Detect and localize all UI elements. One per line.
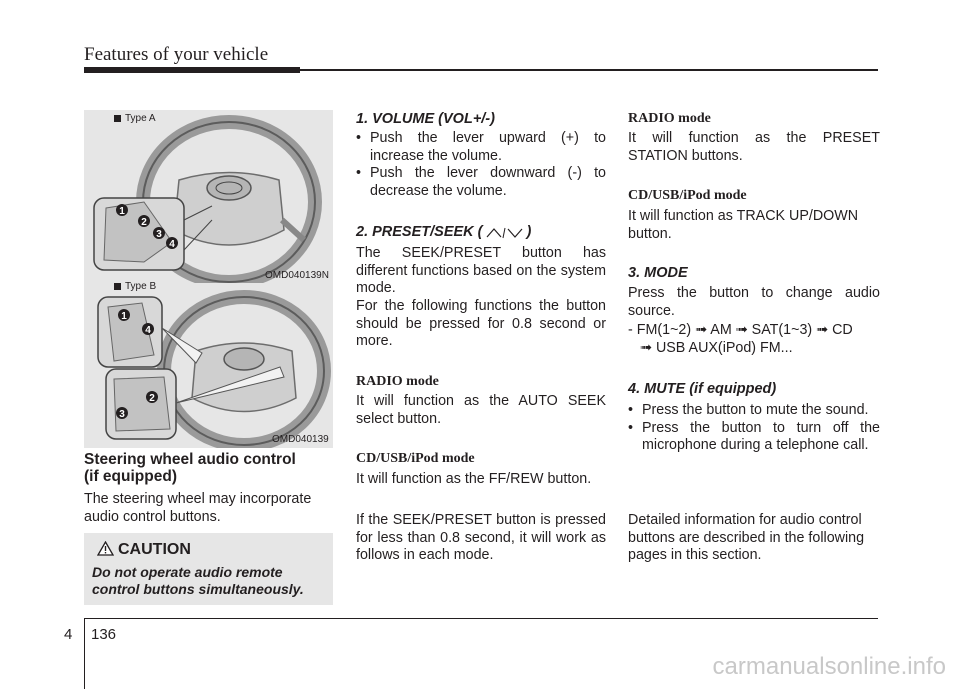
callout-b-1: 1 <box>121 311 127 322</box>
page-number: 136 <box>91 626 117 643</box>
mute-bullets <box>628 402 880 455</box>
radio-mode-heading-2: RADIO mode <box>628 111 711 126</box>
callout-a-3: 3 <box>156 229 162 240</box>
caution-title: CAUTION <box>118 541 191 558</box>
preset-heading <box>356 224 606 241</box>
watermark: carmanualsonline.info <box>712 653 946 680</box>
volume-bullet-2: Push the lever downward (-) to decrease the volume. <box>370 165 606 199</box>
mute-bullet-1: Press the button to mute the sound. <box>642 402 869 418</box>
volume-bullets <box>356 130 606 200</box>
volume-bullet-1: Push the lever upward (+) to increase the volume. <box>370 130 606 164</box>
header-bar <box>84 67 300 73</box>
radio-mode-heading: RADIO mode <box>356 374 439 389</box>
preset-paragraph-1: The SEEK/PRESET button has different functions based on the system mode. <box>356 245 606 296</box>
preset-paragraph-2: For the following functions the button should be pressed for 0.8 second or more. <box>356 298 606 349</box>
figure-code-b: OMD040139 <box>272 434 329 445</box>
steering-wheel-type-b-illustration <box>84 283 333 448</box>
mode-text: Press the button to change audio source. <box>628 285 880 319</box>
section-heading <box>84 451 334 485</box>
figure-type-a <box>84 110 333 283</box>
page-header-title: Features of your vehicle <box>84 44 269 65</box>
mode-sequence <box>628 322 880 357</box>
footer-rule <box>84 618 878 619</box>
type-b-text: Type B <box>125 281 157 292</box>
cd-mode-heading: CD/USB/iPod mode <box>356 451 475 466</box>
mode-sequence-line2: ➟ USB AUX(iPod) FM... <box>640 339 793 356</box>
cd-mode-text: It will function as the FF/REW button. <box>356 471 592 487</box>
header-rule <box>300 69 878 71</box>
callout-b-2: 2 <box>149 393 155 404</box>
callout-a-2: 2 <box>141 217 147 228</box>
preset-heading-prefix: 2. PRESET/SEEK ( <box>356 224 483 240</box>
type-b-label <box>114 281 156 292</box>
radio-mode-text-2: It will function as the PRESET STATION buttons. <box>628 130 880 164</box>
cd-mode-text-2: It will function as TRACK UP/DOWN button. <box>628 208 859 242</box>
mute-bullet-2: Press the button to turn off the microphone during a telephone call. <box>642 419 880 453</box>
callout-a-4: 4 <box>169 239 175 250</box>
list-item: • Press the button to turn off the microphone during a telephone call. <box>628 419 880 453</box>
mode-heading: 3. MODE <box>628 265 688 281</box>
cd-mode-heading-2: CD/USB/iPod mode <box>628 188 747 203</box>
list-item: • Press the button to mute the sound. <box>628 402 869 418</box>
callout-a-1: 1 <box>119 206 125 217</box>
list-item: • Push the lever downward (-) to decrease the volume. <box>356 165 606 199</box>
caution-text: Do not operate audio remote control buttons simultaneously. <box>92 564 304 597</box>
steering-wheel-type-a-illustration <box>84 110 333 283</box>
mode-sequence-line1: - FM(1~2) ➟ AM ➟ SAT(1~3) ➟ CD <box>628 322 853 338</box>
volume-heading: 1. VOLUME (VOL+/-) <box>356 111 495 127</box>
chapter-number: 4 <box>64 626 73 643</box>
warning-triangle-icon <box>97 541 114 556</box>
radio-mode-text: It will function as the AUTO SEEK select button. <box>356 393 606 427</box>
callout-b-3: 3 <box>119 409 125 420</box>
section-heading-line1: Steering wheel audio control <box>84 451 296 468</box>
callout-b-4: 4 <box>145 325 151 336</box>
preset-heading-suffix: ) <box>526 224 532 240</box>
footer-divider <box>84 618 85 689</box>
section-heading-line2: (if equipped) <box>84 468 177 485</box>
figure-code-a: OMD040139N <box>265 270 329 281</box>
short-press-paragraph: If the SEEK/PRESET button is pressed for less than 0.8 second, it will work as follows in each mode. <box>356 512 606 563</box>
square-bullet-icon <box>114 115 121 122</box>
seek-up-down-icon <box>485 226 525 240</box>
intro-paragraph: The steering wheel may incorporate audio control buttons. <box>84 491 312 525</box>
list-item: • Push the lever upward (+) to increase the volume. <box>356 130 606 164</box>
mute-heading: 4. MUTE (if equipped) <box>628 381 777 397</box>
detail-paragraph: Detailed information for audio control buttons are described in the following pages in this section. <box>628 512 865 563</box>
figure-type-b <box>84 283 333 448</box>
square-bullet-icon <box>114 283 121 290</box>
type-a-text: Type A <box>125 113 156 124</box>
type-a-label <box>114 113 156 124</box>
